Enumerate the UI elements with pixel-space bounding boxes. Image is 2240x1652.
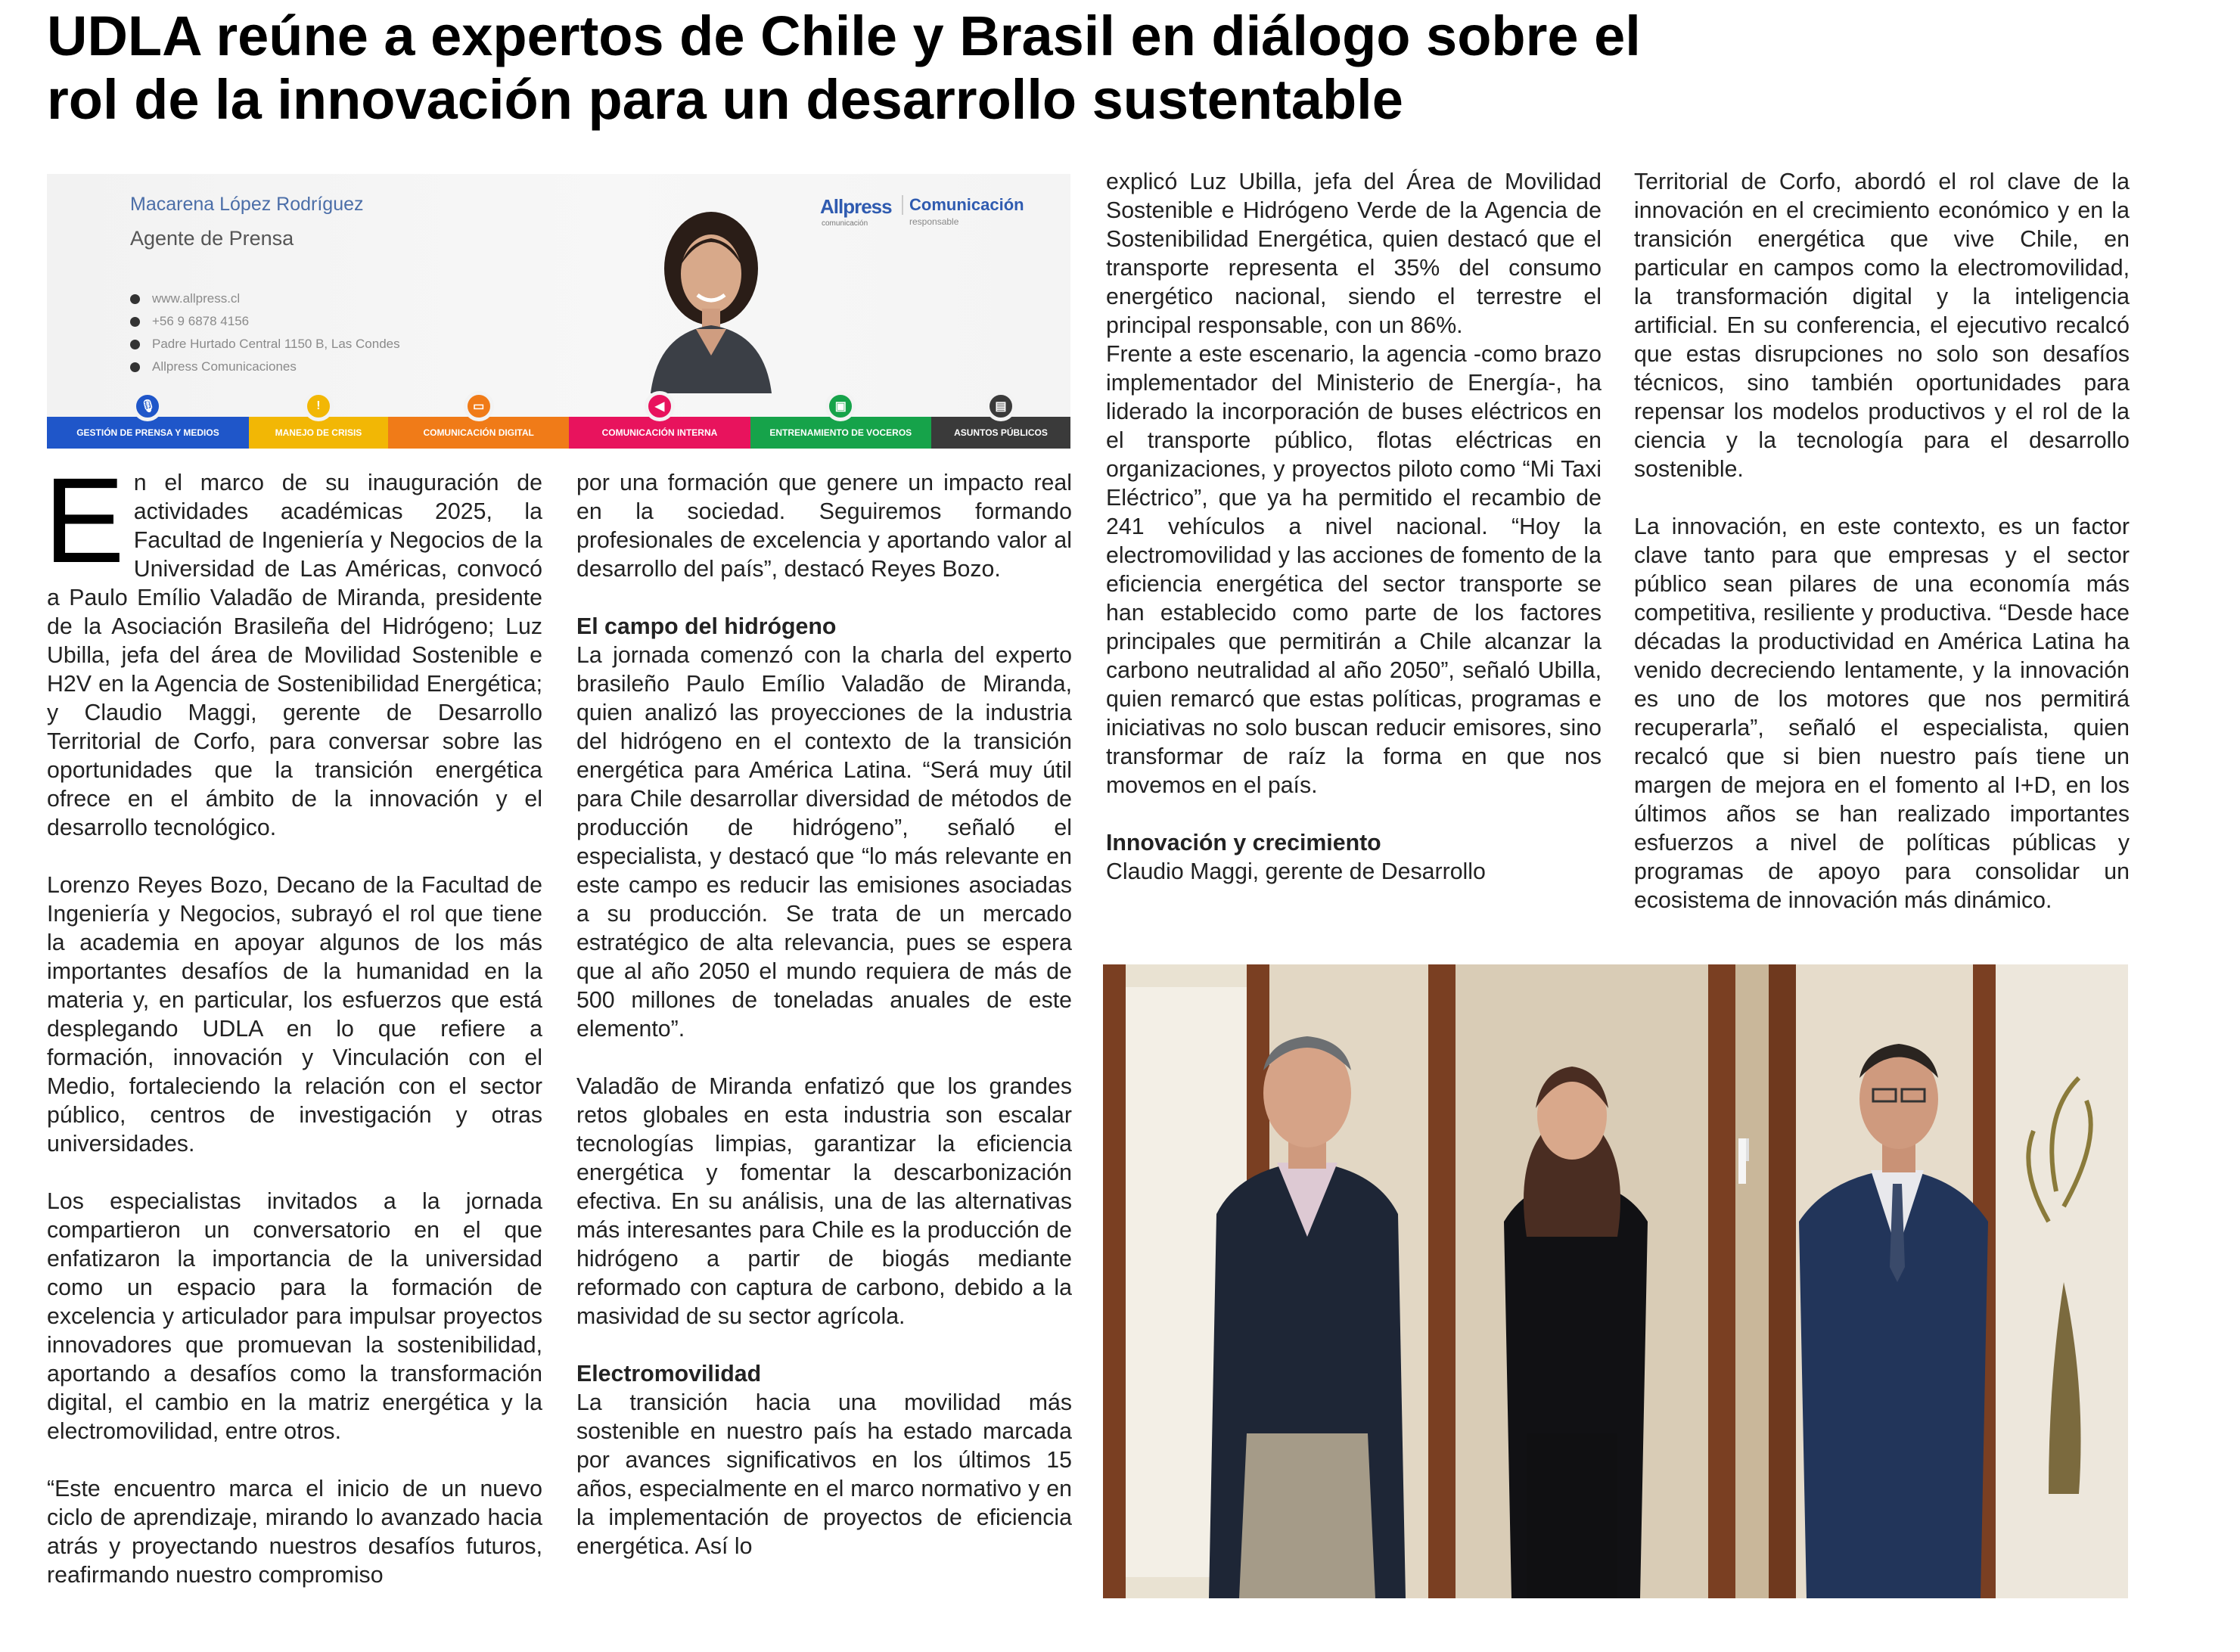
section-heading-innovation: Innovación y crecimiento [1106,831,1381,856]
comunicacion-responsable-tagline: responsable [909,216,959,227]
social-icon [130,362,140,372]
paragraph: Valadão de Miranda enfatizó que los grandes retos globales en esta industria son escalar tecnologías limpias, garantizar la eficiencia energética y fomentar la descarbonización efectiva. En su análisis, una de las alternativas más interesantes para Chile es la producción de hidrógeno a partir de biogás mediante reformado con captura de carbono, debido a la masividad de su sector agrícola. [576,1074,1072,1329]
section-heading-electromobility: Electromovilidad [576,1362,762,1386]
contact-list [130,287,400,378]
paragraph: explicó Luz Ubilla, jefa del Área de Movilidad Sostenible e Hidrógeno Verde de la Agencia de Sostenibilidad Energética, quien destacó que el transporte representa el 35% del consumo energético nacional, siendo el terrestre el principal responsable, con un 86%. [1106,169,1602,338]
section-heading-hydrogen: El campo del hidrógeno [576,614,837,639]
contact-phone: +56 9 6878 4156 [130,310,400,333]
service-internal: ◀ COMUNICACIÓN INTERNA [569,417,750,449]
location-icon [130,340,140,349]
contact-web: www.allpress.cl [130,287,400,310]
megaphone-icon: ◀ [645,391,675,421]
article-column-1 [44,452,542,1590]
paragraph: “Este encuentro marca el inicio de un nuevo ciclo de aprendizaje, mirando lo avanzado hacia atrás y proyectando nuestros desafíos futuros, reafirmando nuestro compromiso [47,1477,542,1588]
service-public-affairs: ▤ ASUNTOS PÚBLICOS [931,417,1070,449]
paragraph: Frente a este escenario, la agencia -como brazo implementador del Ministerio de Energía-, ha liderado la incorporación de buses eléctricos en el transporte público, flotas eléctricas en organizaciones, y proyectos piloto como “Mi Taxi Eléctrico”, que ya ha permitido el recambio de 241 vehículos a nivel nacional. “Hoy la electromovilidad y las acciones de fomento de la eficiencia energética del sector transporte se han establecido como parte de los factores principales que permitirán a Chile alcanzar la carbono neutralidad al año 2050”, señaló Ubilla, quien remarcó que estas políticas, programas e iniciativas no solo buscan reducir emisores, sino transformar de raíz la forma en que nos movemos en el país. [1106,342,1602,798]
services-bar [47,399,1070,449]
service-crisis: ! MANEJO DE CRISIS [249,417,388,449]
contact-social: Allpress Comunicaciones [130,356,400,378]
paragraph: La jornada comenzó con la charla del experto brasileño Paulo Emílio Valadão de Miranda, quien analizó las proyecciones de la industria del hidrógeno en el contexto de la transición energética para América Latina. “Será muy útil para Chile desarrollar diversidad de métodos de producción de hidrógeno”, señaló el especialista, y destacó que “lo más relevante en este campo es reducir las emisiones asociadas a su producción. Se trata de un mercado estratégico de alta relevancia, pues se espera que al año 2050 el mundo requiera de más de 500 millones de toneladas anuales de este elemento”. [576,643,1072,1042]
building-icon: ▤ [986,391,1016,421]
article-column-3 [1106,168,1602,887]
allpress-logo-tagline: comunicación [822,219,868,228]
intro-paragraph: En el marco de su inauguración de actividades académicas 2025, la Facultad de Ingeniería y Negocios de la Universidad de Las Américas, convocó a Paulo Emílio Valadão de Miranda, presidente de la Asociación Brasileña del Hidrógeno; Luz Ubilla, jefa del área de Movilidad Sostenible e H2V en la Agencia de Sostenibilidad Energética; y Claudio Maggi, gerente de Desarrollo Territorial de Corfo, para conversar sobre las oportunidades que la transición energética ofrece en el ámbito de la innovación y el desarrollo tecnológico. [44,452,542,840]
paragraph: Los especialistas invitados a la jornada compartieron un conversatorio en el que enfatizaron la importancia de la universidad como un espacio para la formación de excelencia y articulador para impulsar proyectos innovadores que promuevan la sostenibilidad, aportando a desafíos como la transformación digital, el cambio en la matriz energética y la electromovilidad, entre otros. [47,1189,542,1444]
laptop-icon: ▭ [464,391,494,421]
paragraph: La innovación, en este contexto, es un factor clave tanto para que empresas y el sector público sean pilares de una economía más competitiva, resiliente y productiva. “Desde hace décadas la productividad en América Latina ha venido decreciendo lentamente, y la innovación es uno de los motores que nos permitirá recuperarla”, señaló el especialista, quien recalcó que si bien nuestro país tiene un margen de mejora en el fomento al I+D, en los últimos años se han realizado importantes esfuerzos a nivel de políticas públicas y programas de apoyo para consolidar un ecosistema de innovación más dinámico. [1634,514,2130,913]
alert-icon: ! [303,391,334,421]
drop-cap: E [44,452,125,588]
press-agent-banner [47,174,1070,449]
article-column-4 [1634,168,2130,915]
event-photo [1103,964,2128,1598]
service-press: 🎙 GESTIÓN DE PRENSA Y MEDIOS [47,417,249,449]
headline-line-2: rol de la innovación para un desarrollo sustentable [47,68,1403,131]
microphone-icon: 🎙 [132,391,163,421]
service-spokesperson: ▣ ENTRENAMIENTO DE VOCEROS [750,417,931,449]
paragraph: Lorenzo Reyes Bozo, Decano de la Facultad de Ingeniería y Negocios, subrayó el rol que tiene la academia en apoyar algunos de los más importantes desafíos de la humanidad en la materia y, en particular, los esfuerzos que está desplegando UDLA en lo que refiere a formación, innovación y Vinculación con el Medio, fortaleciendo la relación con el sector público, centros de investigación y otras universidades. [47,873,542,1157]
paragraph: Territorial de Corfo, abordó el rol clave de la innovación en el crecimiento económico y en la transición energética que vive Chile, en particular en campos como la electromovilidad, la transformación digital y la inteligencia artificial. En su conferencia, el ejecutivo recalcó que estas disrupciones no solo son desafíos técnicos, sino también oportunidades para repensar los modelos productivos y el rol de la ciencia y la tecnología para el desarrollo sostenible. [1634,169,2130,482]
agent-name: Macarena López Rodríguez [130,194,364,215]
comunicacion-responsable-logo: Comunicación [902,195,1024,215]
phone-icon [130,317,140,327]
headline-line-1: UDLA reúne a expertos de Chile y Brasil en diálogo sobre el [47,5,1641,67]
paragraph: Claudio Maggi, gerente de Desarrollo [1106,859,1486,884]
allpress-logo: Allpress [820,195,892,218]
agent-portrait [643,204,779,393]
article-column-2 [576,469,1072,1561]
globe-icon [130,294,140,304]
headline [47,5,1787,132]
agent-role: Agente de Prensa [130,227,294,250]
paragraph: La transición hacia una movilidad más sostenible en nuestro país ha estado marcada por avances significativos en los últimos 15 años, especialmente en el marco normativo y en la implementación de proyectos de eficiencia energética. Así lo [576,1390,1072,1559]
service-digital: ▭ COMUNICACIÓN DIGITAL [388,417,569,449]
contact-address: Padre Hurtado Central 1150 B, Las Condes [130,333,400,356]
presentation-icon: ▣ [825,391,856,421]
paragraph: por una formación que genere un impacto real en la sociedad. Seguiremos formando profesionales de excelencia y aportando valor al desarrollo del país”, destacó Reyes Bozo. [576,470,1072,582]
